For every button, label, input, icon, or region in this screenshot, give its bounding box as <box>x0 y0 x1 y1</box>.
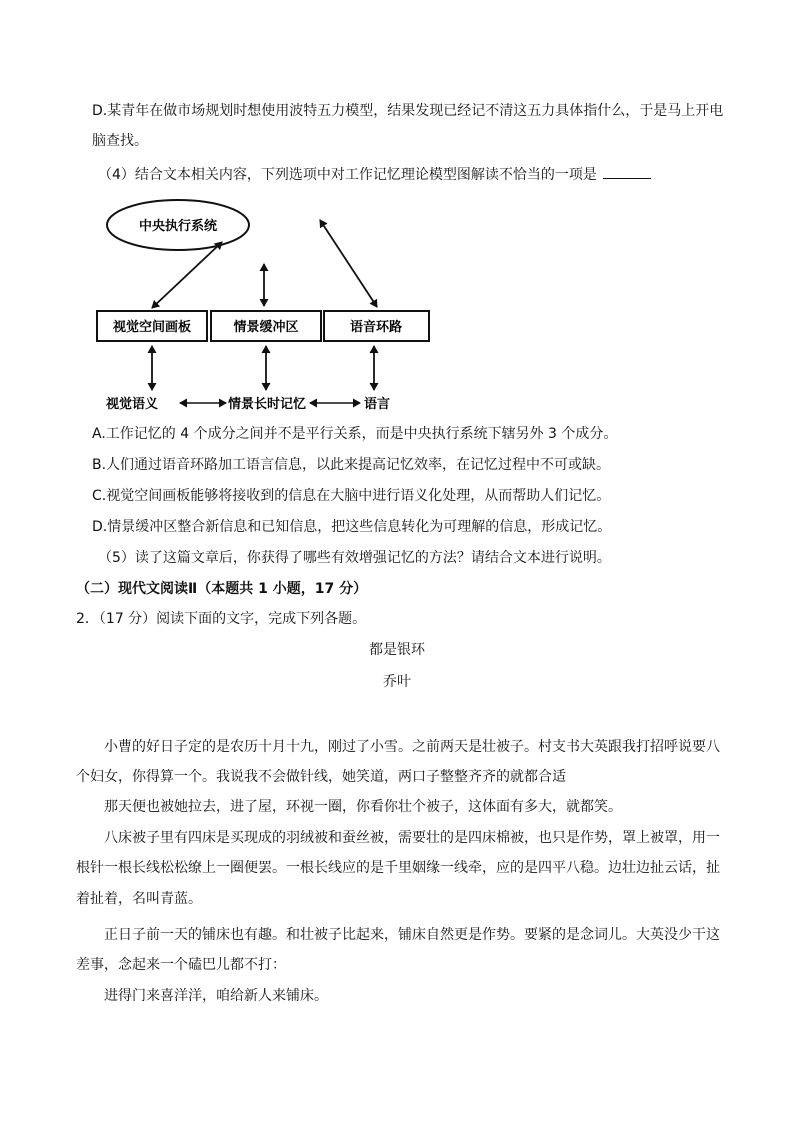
episodic-buffer-label: 情景缓冲区 <box>233 320 299 335</box>
question-4-text: （4）结合文本相关内容，下列选项中对工作记忆理论模型图解读不恰当的一项是 <box>98 167 597 183</box>
language-label: 语言 <box>364 397 391 412</box>
option-b: B.人们通过语音环路加工语言信息，以此来提高记忆效率，在记忆过程中不可或缺。 <box>92 457 611 473</box>
option-a: A.工作记忆的 4 个成分之间并不是平行关系，而是中央执行系统下辖另外 3 个成分。 <box>92 426 618 442</box>
paragraph-4-line-1: 正日子前一天的铺床也有趣。和壮被子比起来，铺床自然更是作势。要紧的是念词儿。大英没少干这 <box>104 927 720 943</box>
answer-blank <box>603 164 651 179</box>
question-4 <box>98 164 651 185</box>
paragraph-4-line-2: 差事，念起来一个磕巴儿都不打： <box>76 957 286 973</box>
arrow-central-left <box>152 242 222 308</box>
paragraph-1-line-2: 个妇女，你得算一个。我说我不会做针线，她笑道，两口子整整齐齐的就都合适 <box>76 769 566 785</box>
paragraph-5: 进得门来喜洋洋，咱给新人来铺床。 <box>104 988 328 1004</box>
option-d-line-1: D.某青年在做市场规划时想使用波特五力模型，结果发现已经记不清这五力具体指什么，于是马上开电 <box>92 103 724 119</box>
paragraph-3-line-3: 着扯着，名叫青蓝。 <box>76 891 202 907</box>
question-5: （5）读了这篇文章后，你获得了哪些有效增强记忆的方法？请结合文本进行说明。 <box>98 550 611 566</box>
paragraph-3-line-2: 根针一根长线松松缭上一圈便罢。一根长线应的是千里姻缘一线牵，应的是四平八稳。边壮边扯云话，扯 <box>76 860 720 876</box>
paragraph-3-line-1: 八床被子里有四床是买现成的羽绒被和蚕丝被，需要壮的是四床棉被，也只是作势，罩上被罩，用一 <box>104 830 720 846</box>
option-c: C.视觉空间画板能够将接收到的信息在大脑中进行语义化处理，从而帮助人们记忆。 <box>92 488 611 504</box>
section-heading: （二）现代文阅读Ⅱ（本题共 1 小题，17 分） <box>76 581 368 597</box>
episodic-ltm-label: 情景长时记忆 <box>228 397 307 412</box>
article-title: 都是银环 <box>369 642 425 658</box>
option-d-line-2: 脑查找。 <box>92 133 148 149</box>
arrow-central-right <box>320 220 377 307</box>
phonological-loop-label: 语音环路 <box>349 320 403 335</box>
visuospatial-label: 视觉空间画板 <box>112 320 192 335</box>
option-d: D.情景缓冲区整合新信息和已知信息，把这些信息转化为可理解的信息，形成记忆。 <box>92 519 612 535</box>
working-memory-diagram <box>92 196 442 418</box>
article-author: 乔叶 <box>383 674 411 690</box>
visual-semantics-label: 视觉语义 <box>106 397 159 412</box>
paragraph-2: 那天便也被她拉去，进了屋，环视一圈，你看你壮个被子，这体面有多大，就都笑。 <box>104 799 622 815</box>
central-executive-label: 中央执行系统 <box>138 219 218 234</box>
paragraph-1-line-1: 小曹的好日子定的是农历十月十九，刚过了小雪。之前两天是壮被子。村支书大英跟我打招呼说要八 <box>104 739 720 755</box>
question-2: 2．（17 分）阅读下面的文字，完成下列各题。 <box>76 611 367 627</box>
